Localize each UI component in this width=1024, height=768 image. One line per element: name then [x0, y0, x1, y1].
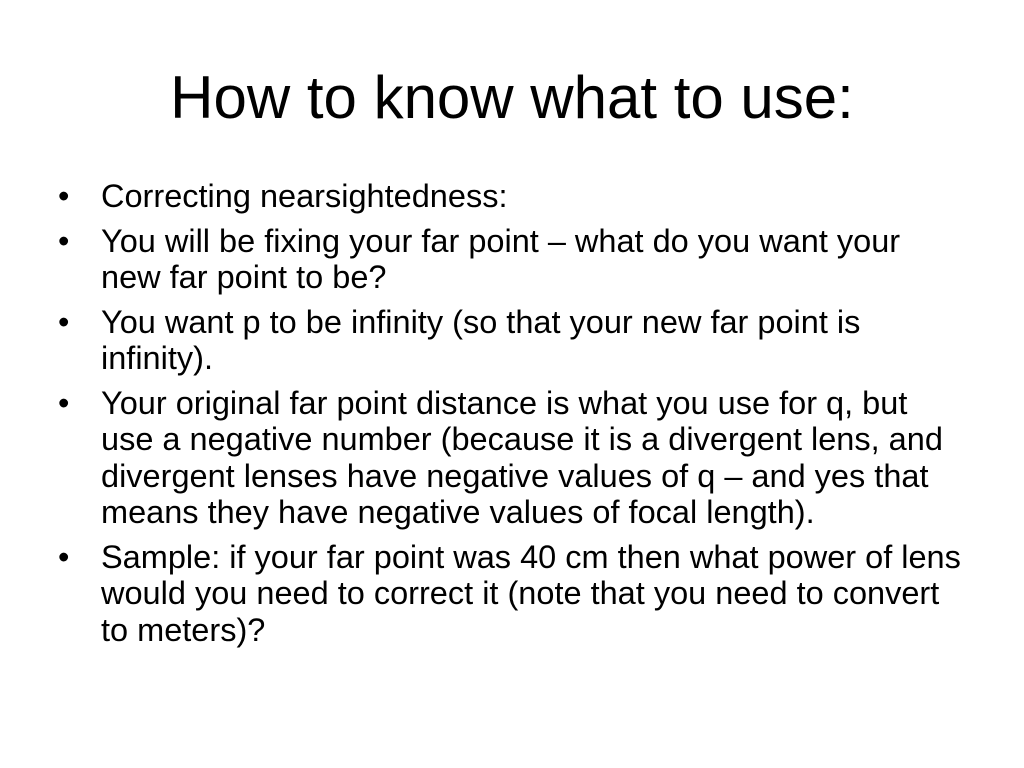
- bullet-item: [56, 385, 966, 531]
- bullet-text: You will be fixing your far point – what do you want your new far point to be?: [101, 222, 901, 295]
- bullet-item: [56, 178, 966, 215]
- bullet-item: [56, 304, 966, 377]
- bullet-dot-icon: •: [58, 178, 70, 214]
- bullet-text: Correcting nearsightedness:: [101, 178, 508, 214]
- bullet-item: [56, 223, 966, 296]
- bullet-dot-icon: •: [58, 303, 70, 340]
- bullet-text: Sample: if your far point was 40 cm then what power of lens would you need to correct it (note that you need to convert to meters)?: [101, 538, 961, 648]
- bullet-dot-icon: •: [58, 222, 70, 259]
- bullet-dot-icon: •: [58, 384, 70, 421]
- slide-title: How to know what to use:: [170, 64, 854, 131]
- bullet-list: [56, 178, 966, 656]
- bullet-text: Your original far point distance is what you use for q, but use a negative number (because it is a divergent lens, and divergent lenses have negative values of q – and yes that means they have negative values of focal length).: [101, 384, 943, 530]
- bullet-item: [56, 539, 966, 649]
- bullet-text: You want p to be infinity (so that your new far point is infinity).: [101, 303, 861, 376]
- bullet-dot-icon: •: [58, 538, 70, 575]
